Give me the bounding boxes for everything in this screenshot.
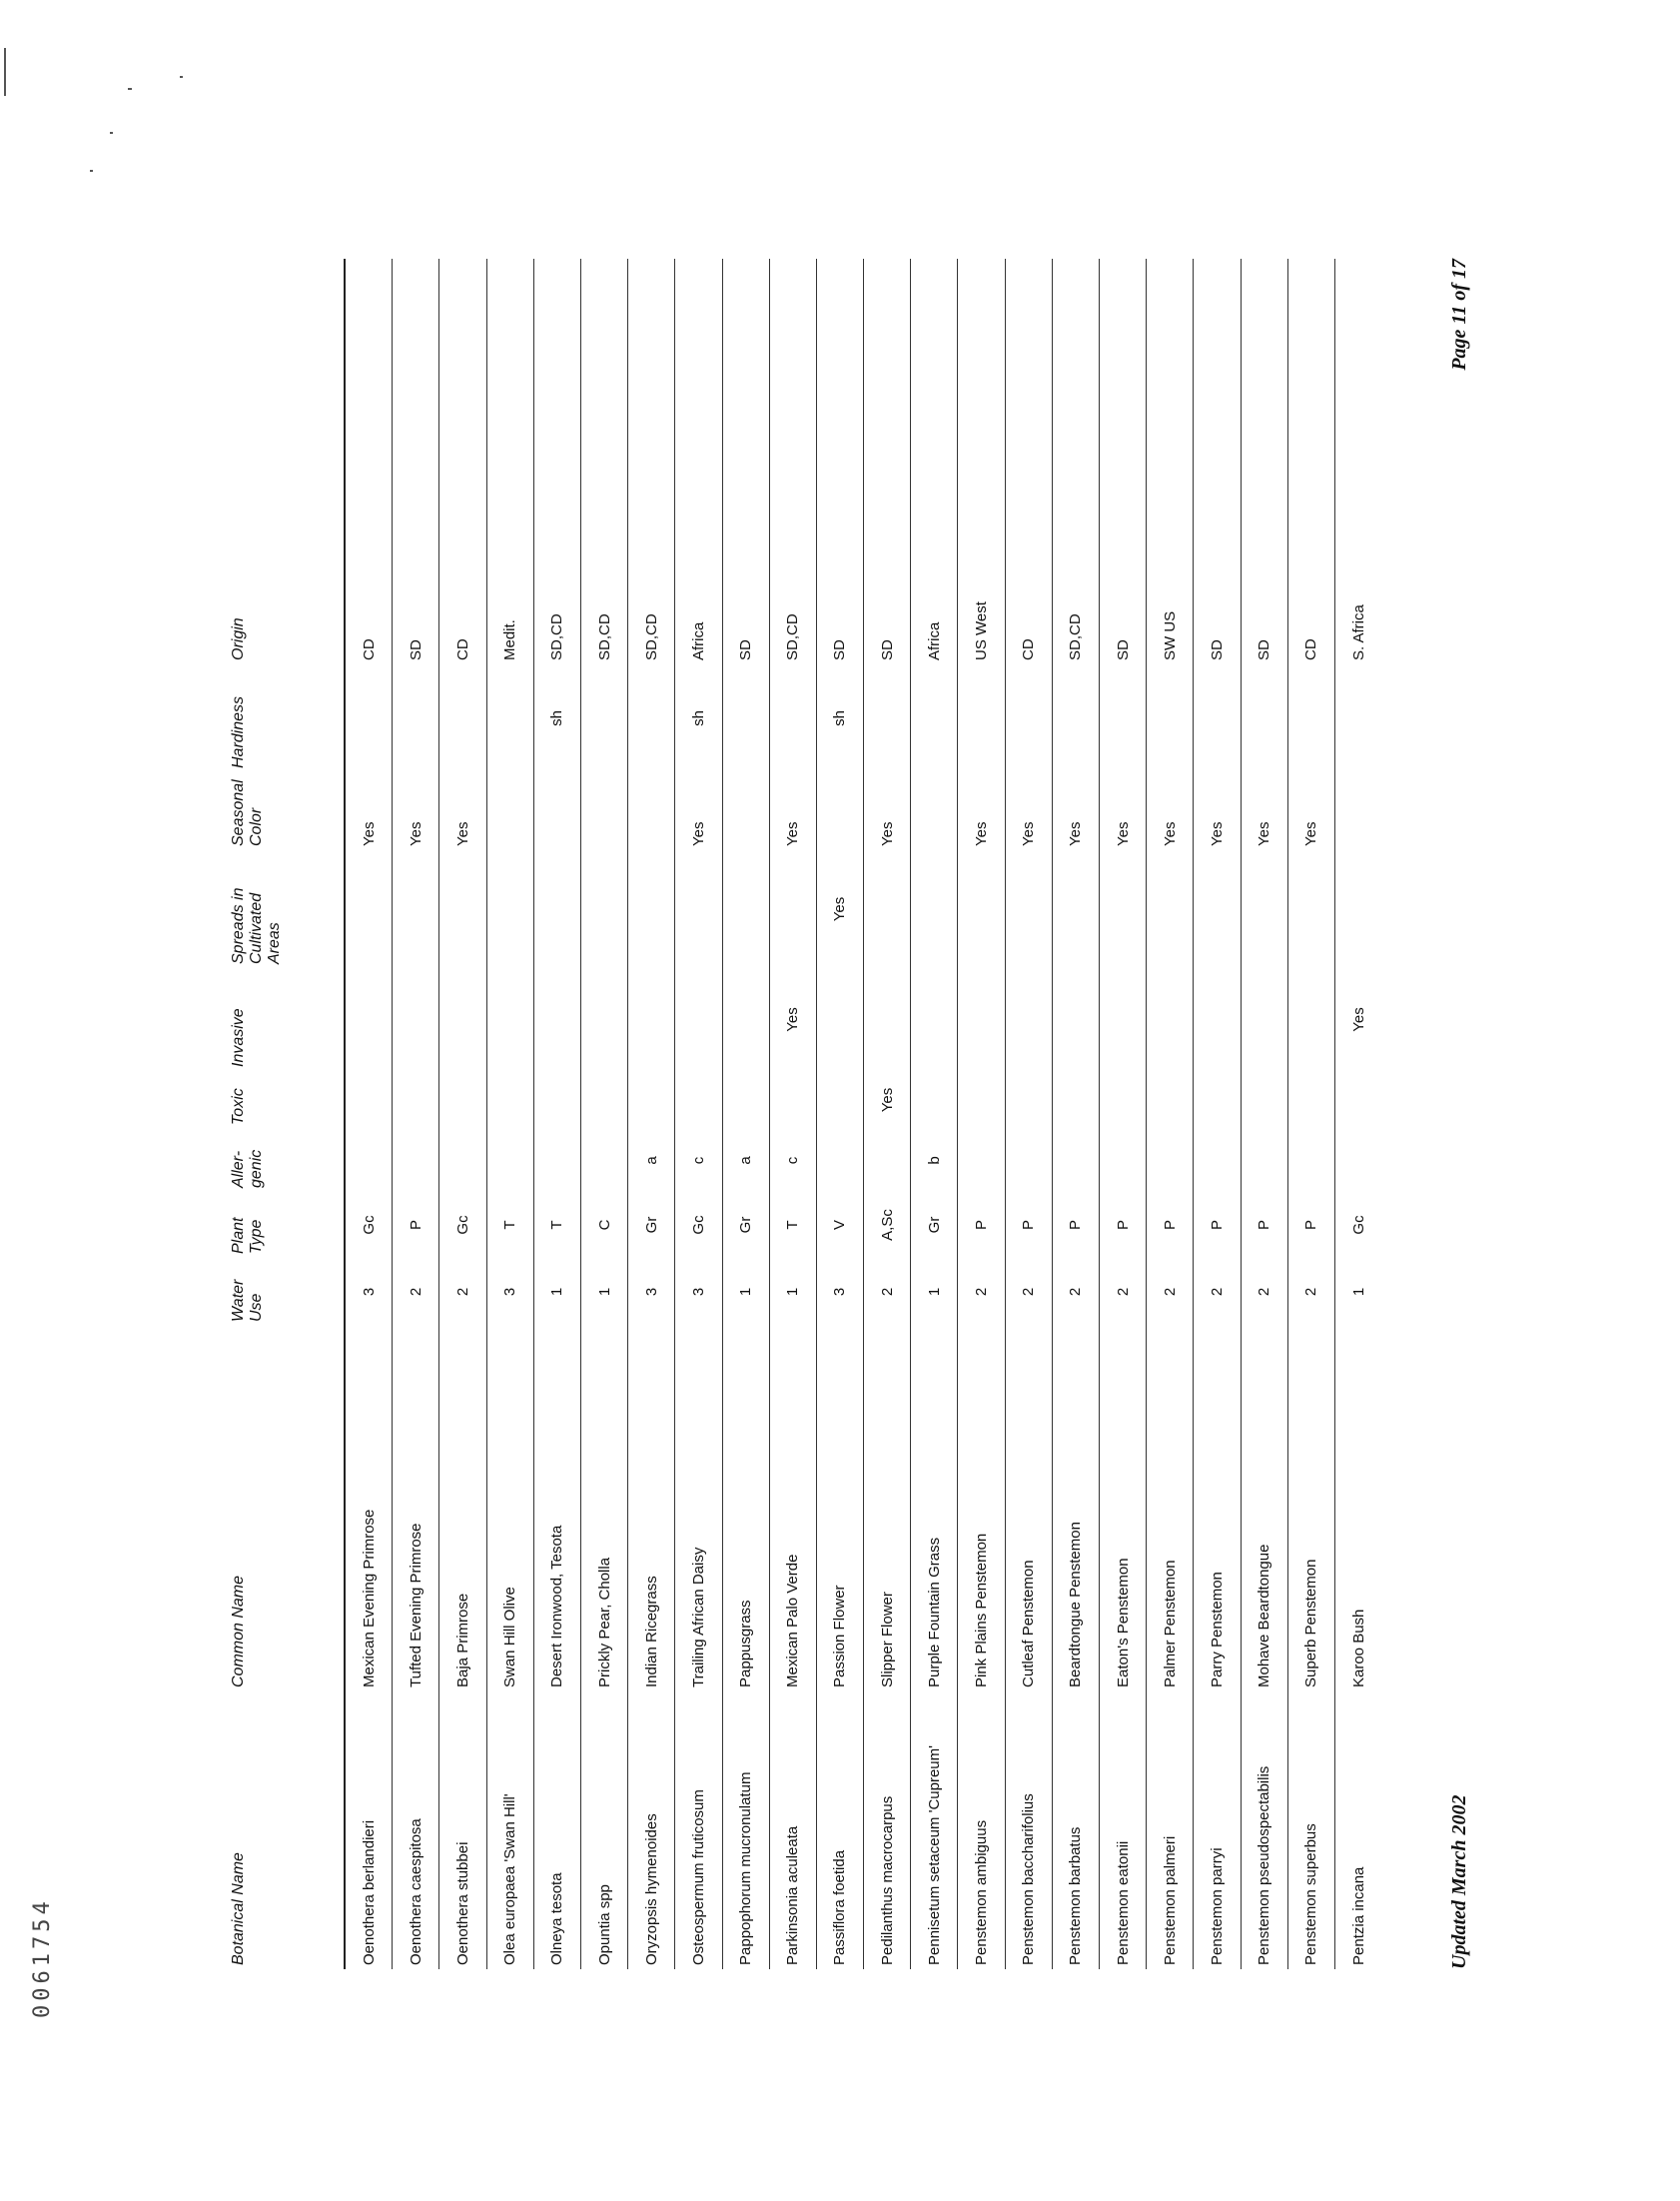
cell-aller: c xyxy=(769,1129,816,1192)
cell-botanical: Penstemon parryi xyxy=(1194,1691,1241,1969)
cell-spreads xyxy=(675,850,722,968)
cell-common: Prickly Pear, Cholla xyxy=(580,1326,627,1691)
cell-common: Mohave Beardtongue xyxy=(1241,1326,1287,1691)
cell-spreads xyxy=(533,850,580,968)
col-common-name: Common Name xyxy=(230,1326,345,1691)
cell-plant: Gr xyxy=(722,1192,769,1258)
cell-hardiness xyxy=(580,664,627,772)
cell-toxic xyxy=(580,1071,627,1129)
cell-hardiness xyxy=(864,664,911,772)
cell-toxic xyxy=(816,1071,863,1129)
cell-aller xyxy=(1287,1129,1334,1192)
cell-aller: a xyxy=(628,1129,675,1192)
cell-plant: Gc xyxy=(345,1192,393,1258)
cell-origin: Africa xyxy=(675,259,722,664)
cell-botanical: Osteospermum fruticosum xyxy=(675,1691,722,1969)
col-origin: Origin xyxy=(230,259,345,664)
col-toxic: Toxic xyxy=(230,1071,345,1129)
cell-aller xyxy=(393,1129,439,1192)
cell-water: 2 xyxy=(1052,1258,1099,1326)
cell-toxic xyxy=(486,1071,533,1129)
cell-hardiness: sh xyxy=(533,664,580,772)
cell-aller xyxy=(1100,1129,1147,1192)
cell-invasive xyxy=(1147,968,1194,1071)
cell-spreads xyxy=(580,850,627,968)
table-row xyxy=(1194,259,1241,1969)
cell-botanical: Pedilanthus macrocarpus xyxy=(864,1691,911,1969)
cell-botanical: Oenothera caespitosa xyxy=(393,1691,439,1969)
cell-spreads xyxy=(1241,850,1287,968)
cell-seasonal xyxy=(1334,772,1381,850)
cell-toxic xyxy=(533,1071,580,1129)
cell-botanical: Penstemon superbus xyxy=(1287,1691,1334,1969)
cell-toxic xyxy=(911,1071,958,1129)
cell-hardiness: sh xyxy=(675,664,722,772)
cell-aller: c xyxy=(675,1129,722,1192)
cell-plant: P xyxy=(1100,1192,1147,1258)
cell-hardiness xyxy=(1334,664,1381,772)
cell-seasonal: Yes xyxy=(1100,772,1147,850)
cell-common: Baja Primrose xyxy=(439,1326,486,1691)
cell-toxic xyxy=(1334,1071,1381,1129)
cell-water: 2 xyxy=(1005,1258,1052,1326)
cell-plant: Gc xyxy=(675,1192,722,1258)
page-number: Page 11 of 17 xyxy=(1448,259,1470,371)
cell-plant: P xyxy=(1241,1192,1287,1258)
cell-hardiness xyxy=(769,664,816,772)
cell-water: 2 xyxy=(1241,1258,1287,1326)
cell-plant: P xyxy=(1194,1192,1241,1258)
cell-seasonal xyxy=(816,772,863,850)
cell-spreads xyxy=(393,850,439,968)
cell-toxic xyxy=(722,1071,769,1129)
cell-invasive xyxy=(1005,968,1052,1071)
document-stamp: 0061754 xyxy=(30,1897,55,2018)
cell-seasonal: Yes xyxy=(439,772,486,850)
cell-seasonal: Yes xyxy=(1241,772,1287,850)
cell-spreads xyxy=(1194,850,1241,968)
cell-plant: P xyxy=(1147,1192,1194,1258)
table-row xyxy=(958,259,1005,1969)
cell-origin: SD xyxy=(1100,259,1147,664)
cell-botanical: Penstemon barbatus xyxy=(1052,1691,1099,1969)
cell-aller xyxy=(1147,1129,1194,1192)
cell-plant: C xyxy=(580,1192,627,1258)
cell-toxic xyxy=(393,1071,439,1129)
cell-aller xyxy=(533,1129,580,1192)
cell-invasive xyxy=(628,968,675,1071)
cell-common: Passion Flower xyxy=(816,1326,863,1691)
cell-hardiness xyxy=(1194,664,1241,772)
cell-water: 1 xyxy=(911,1258,958,1326)
cell-origin: SD xyxy=(1241,259,1287,664)
cell-plant: Gc xyxy=(1349,1215,1367,1235)
cell-seasonal xyxy=(628,772,675,850)
cell-invasive xyxy=(958,968,1005,1071)
cell-common: Purple Fountain Grass xyxy=(911,1326,958,1691)
cell-plant: T xyxy=(769,1192,816,1258)
cell-seasonal xyxy=(580,772,627,850)
cell-origin: SD,CD xyxy=(769,259,816,664)
cell-water: 2 xyxy=(864,1258,911,1326)
cell-aller xyxy=(1194,1129,1241,1192)
cell-toxic xyxy=(439,1071,486,1129)
col-allergenic: Aller- genic xyxy=(230,1129,345,1192)
cell-plant: P xyxy=(393,1192,439,1258)
cell-plant: P xyxy=(1005,1192,1052,1258)
cell-common: Pink Plains Penstemon xyxy=(958,1326,1005,1691)
cell-botanical: Penstemon pseudospectabilis xyxy=(1241,1691,1287,1969)
cell-spreads xyxy=(1334,850,1381,968)
table-row xyxy=(1100,259,1147,1969)
cell-water: 2 xyxy=(439,1258,486,1326)
cell-plant: T xyxy=(486,1192,533,1258)
cell-seasonal: Yes xyxy=(769,772,816,850)
table-row xyxy=(393,259,439,1969)
cell-origin: SD xyxy=(864,259,911,664)
cell-origin: CD xyxy=(1287,259,1334,664)
cell-hardiness xyxy=(958,664,1005,772)
cell-botanical: Oryzopsis hymenoides xyxy=(628,1691,675,1969)
cell-water: 2 xyxy=(1147,1258,1194,1326)
cell-plant: P xyxy=(958,1192,1005,1258)
cell-toxic xyxy=(675,1071,722,1129)
cell-spreads: Yes xyxy=(816,850,863,968)
cell-seasonal: Yes xyxy=(1052,772,1099,850)
cell-common: Trailing African Daisy xyxy=(675,1326,722,1691)
col-spreads: Spreads in Cultivated Areas xyxy=(230,850,345,968)
cell-origin: US West xyxy=(958,259,1005,664)
cell-common: Slipper Flower xyxy=(864,1326,911,1691)
cell-water: 1 xyxy=(580,1258,627,1326)
cell-hardiness xyxy=(1100,664,1147,772)
cell-water: 3 xyxy=(628,1258,675,1326)
table-row xyxy=(722,259,769,1969)
table-row xyxy=(1334,259,1381,1969)
cell-aller xyxy=(816,1129,863,1192)
table-row xyxy=(580,259,627,1969)
cell-invasive xyxy=(439,968,486,1071)
cell-invasive xyxy=(580,968,627,1071)
cell-seasonal: Yes xyxy=(675,772,722,850)
cell-botanical: Penstemon palmeri xyxy=(1147,1691,1194,1969)
table-row xyxy=(1241,259,1287,1969)
cell-water: 3 xyxy=(816,1258,863,1326)
cell-common: Palmer Penstemon xyxy=(1147,1326,1194,1691)
cell-origin: SD xyxy=(816,259,863,664)
cell-spreads xyxy=(1147,850,1194,968)
cell-common: Eaton's Penstemon xyxy=(1100,1326,1147,1691)
table-row xyxy=(439,259,486,1969)
cell-water: 1 xyxy=(533,1258,580,1326)
table-row xyxy=(1147,259,1194,1969)
cell-origin: CD xyxy=(1005,259,1052,664)
cell-water: 1 xyxy=(769,1258,816,1326)
cell-spreads xyxy=(1052,850,1099,968)
cell-origin: Africa xyxy=(911,259,958,664)
cell-invasive xyxy=(1052,968,1099,1071)
table-row xyxy=(864,259,911,1969)
cell-plant: P xyxy=(1287,1192,1334,1258)
cell-water: 2 xyxy=(1100,1258,1147,1326)
col-water-use: Water Use xyxy=(230,1258,345,1326)
cell-spreads xyxy=(486,850,533,968)
cell-toxic xyxy=(1100,1071,1147,1129)
table-row xyxy=(816,259,863,1969)
cell-common: Mexican Evening Primrose xyxy=(345,1326,393,1691)
cell-invasive: Yes xyxy=(1349,1007,1367,1032)
plant-table xyxy=(230,259,1381,1969)
cell-seasonal: Yes xyxy=(1005,772,1052,850)
table-body xyxy=(345,259,1381,1969)
table-row xyxy=(486,259,533,1969)
cell-toxic xyxy=(1052,1071,1099,1129)
cell-plant: P xyxy=(1052,1192,1099,1258)
cell-seasonal: Yes xyxy=(1147,772,1194,850)
cell-water: 2 xyxy=(1194,1258,1241,1326)
cell-origin: SD,CD xyxy=(1052,259,1099,664)
cell-water: 2 xyxy=(958,1258,1005,1326)
cell-hardiness xyxy=(1241,664,1287,772)
cell-aller xyxy=(1052,1129,1099,1192)
col-botanical-name: Botanical Name xyxy=(230,1691,345,1969)
cell-origin: SW US xyxy=(1147,259,1194,664)
cell-aller: b xyxy=(911,1129,958,1192)
cell-aller xyxy=(345,1129,393,1192)
cell-aller xyxy=(1241,1129,1287,1192)
cell-botanical: Penstemon baccharifolius xyxy=(1005,1691,1052,1969)
cell-spreads xyxy=(1287,850,1334,968)
cell-common: Tufted Evening Primrose xyxy=(393,1326,439,1691)
cell-hardiness xyxy=(722,664,769,772)
cell-origin: SD xyxy=(393,259,439,664)
cell-toxic xyxy=(1194,1071,1241,1129)
cell-invasive xyxy=(1194,968,1241,1071)
cell-water: 3 xyxy=(486,1258,533,1326)
cell-hardiness xyxy=(1005,664,1052,772)
cell-water: 2 xyxy=(1287,1258,1334,1326)
cell-hardiness xyxy=(628,664,675,772)
cell-hardiness xyxy=(345,664,393,772)
cell-spreads xyxy=(1100,850,1147,968)
cell-aller xyxy=(1005,1129,1052,1192)
cell-seasonal: Yes xyxy=(864,772,911,850)
cell-invasive xyxy=(864,968,911,1071)
cell-invasive xyxy=(486,968,533,1071)
cell-toxic xyxy=(1147,1071,1194,1129)
table-row xyxy=(628,259,675,1969)
cell-botanical: Olneya tesota xyxy=(533,1691,580,1969)
cell-origin: CD xyxy=(439,259,486,664)
cell-hardiness xyxy=(1287,664,1334,772)
cell-hardiness xyxy=(486,664,533,772)
cell-spreads xyxy=(628,850,675,968)
cell-common: Cutleaf Penstemon xyxy=(1005,1326,1052,1691)
cell-common: Mexican Palo Verde xyxy=(769,1326,816,1691)
col-seasonal-color: Seasonal Color xyxy=(230,772,345,850)
cell-seasonal: Yes xyxy=(1194,772,1241,850)
cell-seasonal: Yes xyxy=(345,772,393,850)
cell-botanical: Oenothera stubbei xyxy=(439,1691,486,1969)
cell-spreads xyxy=(1005,850,1052,968)
cell-spreads xyxy=(958,850,1005,968)
cell-botanical: Opuntia spp xyxy=(580,1691,627,1969)
cell-aller xyxy=(439,1129,486,1192)
cell-botanical: Penstemon eatonii xyxy=(1100,1691,1147,1969)
table-row xyxy=(1052,259,1099,1969)
cell-invasive xyxy=(816,968,863,1071)
cell-seasonal: Yes xyxy=(1287,772,1334,850)
cell-hardiness xyxy=(911,664,958,772)
cell-water: 1 xyxy=(1349,1287,1367,1297)
cell-plant: Gr xyxy=(628,1192,675,1258)
cell-invasive xyxy=(722,968,769,1071)
table-row xyxy=(911,259,958,1969)
cell-seasonal xyxy=(533,772,580,850)
cell-botanical: Penstemon ambiguus xyxy=(958,1691,1005,1969)
cell-common: Desert Ironwood, Tesota xyxy=(533,1326,580,1691)
cell-water: 2 xyxy=(393,1258,439,1326)
cell-aller xyxy=(486,1129,533,1192)
cell-aller xyxy=(1334,1129,1381,1192)
cell-botanical: Pennisetum setaceum 'Cupreum' xyxy=(911,1691,958,1969)
cell-common: Parry Penstemon xyxy=(1194,1326,1241,1691)
cell-toxic xyxy=(628,1071,675,1129)
table-row xyxy=(769,259,816,1969)
cell-origin: Medit. xyxy=(486,259,533,664)
cell-invasive xyxy=(1100,968,1147,1071)
cell-origin: S. Africa xyxy=(1349,604,1367,660)
table-row xyxy=(675,259,722,1969)
cell-botanical: Passiflora foetida xyxy=(816,1691,863,1969)
cell-botanical: Oenothera berlandieri xyxy=(345,1691,393,1969)
cell-seasonal xyxy=(486,772,533,850)
cell-toxic xyxy=(1241,1071,1287,1129)
cell-origin: SD xyxy=(722,259,769,664)
cell-origin: SD,CD xyxy=(580,259,627,664)
cell-invasive xyxy=(393,968,439,1071)
cell-toxic xyxy=(1287,1071,1334,1129)
cell-common: Beardtongue Penstemon xyxy=(1052,1326,1099,1691)
cell-botanical: Pappophorum mucronulatum xyxy=(722,1691,769,1969)
cell-common: Karoo Bush xyxy=(1349,1609,1367,1687)
cell-aller xyxy=(580,1129,627,1192)
cell-spreads xyxy=(345,850,393,968)
header-row xyxy=(230,259,345,1969)
col-hardiness: Hardiness xyxy=(230,664,345,772)
cell-plant: A,Sc xyxy=(864,1192,911,1258)
cell-botanical: Olea europaea 'Swan Hill' xyxy=(486,1691,533,1969)
cell-plant: V xyxy=(816,1192,863,1258)
table-row xyxy=(533,259,580,1969)
cell-aller xyxy=(958,1129,1005,1192)
cell-plant: Gr xyxy=(911,1192,958,1258)
cell-invasive xyxy=(911,968,958,1071)
updated-date: Updated March 2002 xyxy=(1448,1794,1470,1969)
table-row xyxy=(345,259,393,1969)
cell-water: 1 xyxy=(722,1258,769,1326)
cell-origin: CD xyxy=(345,259,393,664)
cell-toxic xyxy=(958,1071,1005,1129)
cell-botanical: Parkinsonia aculeata xyxy=(769,1691,816,1969)
table-row xyxy=(1287,259,1334,1969)
cell-spreads xyxy=(769,850,816,968)
cell-seasonal xyxy=(722,772,769,850)
cell-toxic xyxy=(769,1071,816,1129)
cell-plant: Gc xyxy=(439,1192,486,1258)
cell-hardiness: sh xyxy=(816,664,863,772)
cell-invasive xyxy=(1287,968,1334,1071)
cell-invasive: Yes xyxy=(769,968,816,1071)
cell-seasonal: Yes xyxy=(958,772,1005,850)
cell-botanical: Pentzia incana xyxy=(1349,1866,1367,1965)
cell-origin: SD,CD xyxy=(628,259,675,664)
cell-spreads xyxy=(864,850,911,968)
cell-common: Superb Penstemon xyxy=(1287,1326,1334,1691)
cell-seasonal: Yes xyxy=(393,772,439,850)
page-footer xyxy=(1448,259,1488,1969)
cell-hardiness xyxy=(1147,664,1194,772)
cell-toxic xyxy=(345,1071,393,1129)
cell-origin: SD xyxy=(1194,259,1241,664)
table-row xyxy=(1005,259,1052,1969)
cell-aller: a xyxy=(722,1129,769,1192)
cell-water: 3 xyxy=(345,1258,393,1326)
cell-invasive xyxy=(675,968,722,1071)
cell-toxic xyxy=(1005,1071,1052,1129)
cell-water: 3 xyxy=(675,1258,722,1326)
cell-plant: T xyxy=(533,1192,580,1258)
cell-spreads xyxy=(439,850,486,968)
cell-invasive xyxy=(1241,968,1287,1071)
cell-origin: SD,CD xyxy=(533,259,580,664)
cell-spreads xyxy=(911,850,958,968)
cell-aller xyxy=(864,1129,911,1192)
cell-hardiness xyxy=(393,664,439,772)
cell-hardiness xyxy=(439,664,486,772)
cell-invasive xyxy=(533,968,580,1071)
col-plant-type: Plant Type xyxy=(230,1192,345,1258)
cell-spreads xyxy=(722,850,769,968)
cell-seasonal xyxy=(911,772,958,850)
cell-common: Swan Hill Olive xyxy=(486,1326,533,1691)
cell-common: Pappusgrass xyxy=(722,1326,769,1691)
cell-invasive xyxy=(345,968,393,1071)
cell-toxic: Yes xyxy=(864,1071,911,1129)
cell-hardiness xyxy=(1052,664,1099,772)
col-invasive: Invasive xyxy=(230,968,345,1071)
cell-common: Indian Ricegrass xyxy=(628,1326,675,1691)
